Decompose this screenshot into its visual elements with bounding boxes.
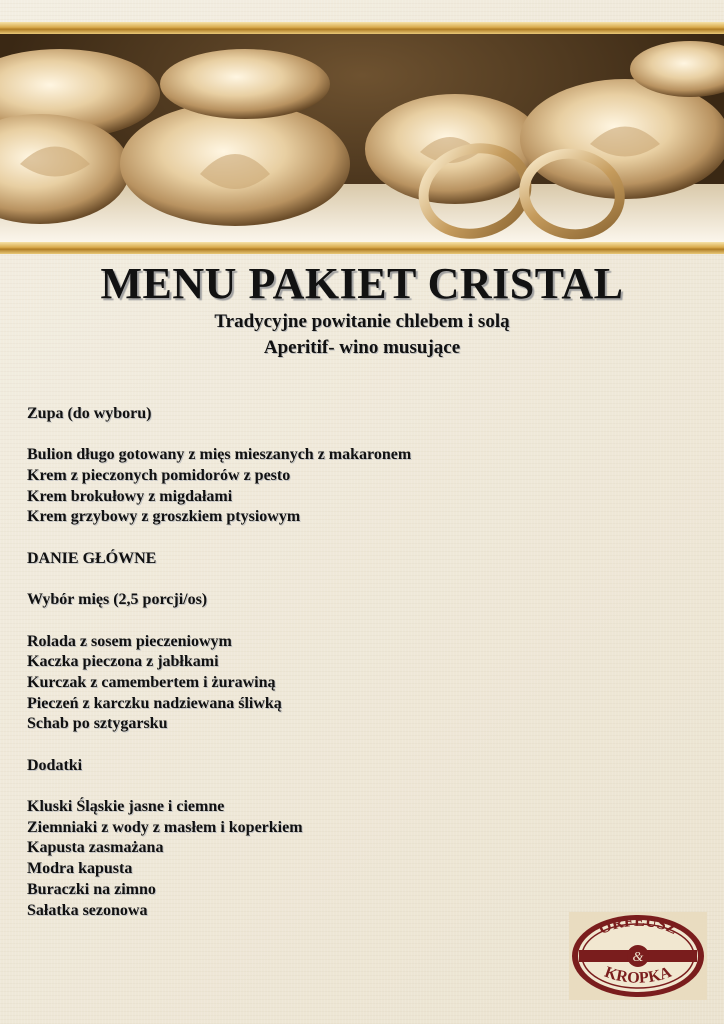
logo-top-text: ORFEUSZ bbox=[596, 912, 680, 939]
menu-line: Krem grzybowy z groszkiem ptysiowym bbox=[27, 508, 301, 526]
menu-line: Kurczak z camembertem i żurawiną bbox=[27, 673, 276, 691]
menu-line: DANIE GŁÓWNE bbox=[27, 549, 157, 567]
roses-and-rings-illustration bbox=[0, 34, 724, 242]
menu-spacer bbox=[27, 528, 411, 549]
menu-line: Modra kapusta bbox=[27, 860, 133, 878]
orfeusz-kropka-logo bbox=[569, 912, 707, 1000]
menu-line: Pieczeń z karczku nadziewana śliwką bbox=[27, 694, 282, 712]
menu-line: Rolada z sosem pieczeniowym bbox=[27, 632, 232, 650]
menu-spacer bbox=[27, 776, 411, 797]
subtitle-welcome: Tradycyjne powitanie chlebem i solą bbox=[214, 311, 510, 332]
logo-emblem bbox=[569, 912, 707, 1000]
menu-line: Kapusta zasmażana bbox=[27, 839, 164, 857]
menu-line: Ziemniaki z wody z masłem i koperkiem bbox=[27, 818, 303, 836]
menu-line: Dodatki bbox=[27, 756, 83, 774]
top-gold-border bbox=[0, 22, 724, 34]
menu-spacer bbox=[27, 570, 411, 591]
menu-line: Zupa (do wyboru) bbox=[27, 405, 152, 422]
menu-line: Kaczka pieczona z jabłkami bbox=[27, 653, 219, 671]
logo-bottom-text: KROPKA bbox=[602, 963, 674, 987]
roses-rings-banner-image bbox=[0, 34, 724, 242]
menu-spacer bbox=[27, 611, 411, 632]
bottom-gold-border bbox=[0, 242, 724, 254]
menu-line: Krem brokułowy z migdałami bbox=[27, 487, 233, 505]
menu-line: Sałatka sezonowa bbox=[27, 901, 148, 919]
menu-spacer bbox=[27, 425, 411, 446]
menu-title: MENU PAKIET CRISTAL bbox=[100, 259, 624, 308]
menu-line: Wybór mięs (2,5 porcji/os) bbox=[27, 591, 208, 609]
subtitle-aperitif: Aperitif- wino musujące bbox=[263, 337, 461, 358]
menu-line: Schab po sztygarsku bbox=[27, 715, 168, 733]
menu-spacer bbox=[27, 735, 411, 756]
menu-list bbox=[27, 404, 411, 921]
menu-line: Buraczki na zimno bbox=[27, 880, 156, 898]
menu-line: Kluski Śląskie jasne i ciemne bbox=[27, 798, 225, 816]
menu-line: Bulion długo gotowany z mięs mieszanych z makaronem bbox=[27, 446, 412, 464]
menu-line: Krem z pieczonych pomidorów z pesto bbox=[27, 467, 291, 485]
svg-text:&: & bbox=[632, 950, 644, 965]
